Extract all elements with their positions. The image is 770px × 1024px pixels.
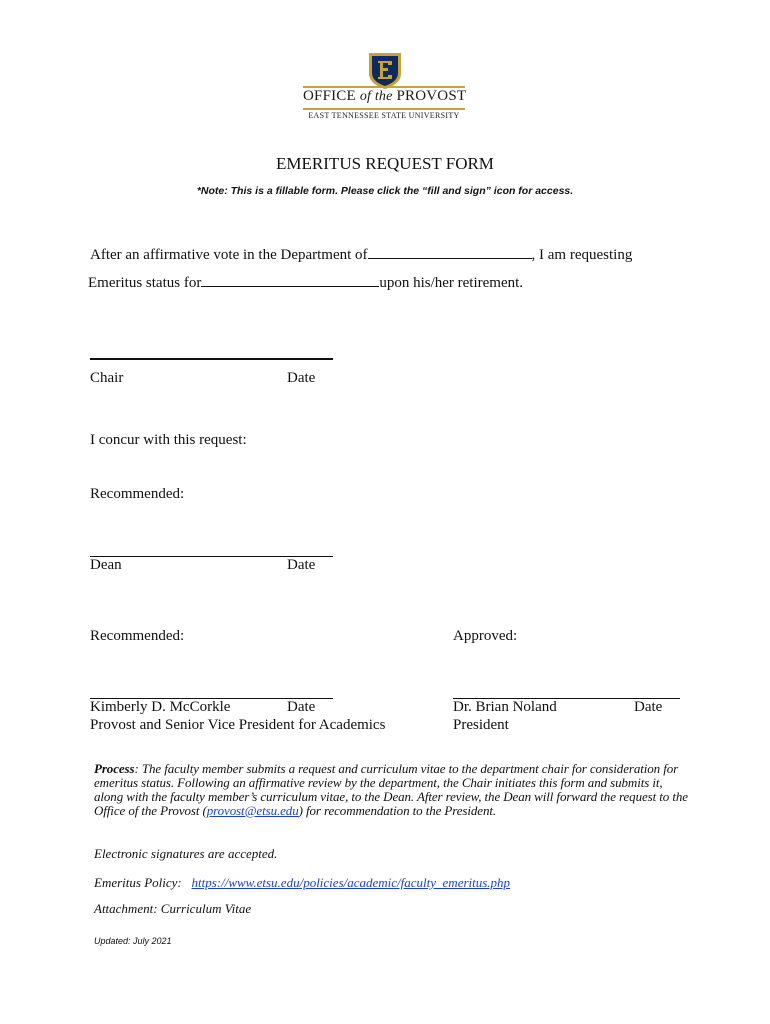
emeritus-sentence: Emeritus status for upon his/her retirement.: [88, 272, 523, 292]
president-date-label: Date: [634, 699, 663, 715]
logo-rule: [303, 108, 465, 110]
dean-date-label: Date: [287, 557, 316, 573]
policy-line: Emeritus Policy: https://www.etsu.edu/policies/academic/faculty_emeritus.php: [94, 875, 511, 890]
form-title: EMERITUS REQUEST FORM: [276, 154, 494, 173]
fillable-note: *Note: This is a fillable form. Please click the “fill and sign” icon for access.: [196, 185, 574, 197]
process-label: Process: [94, 761, 135, 776]
dean-label: Dean: [90, 557, 122, 573]
policy-link[interactable]: https://www.etsu.edu/policies/academic/faculty_emeritus.php: [191, 875, 511, 890]
university-name: EAST TENNESSEE STATE UNIVERSITY: [308, 111, 460, 120]
president-title: President: [453, 717, 509, 733]
provost-name: Kimberly D. McCorkle: [90, 699, 231, 715]
esign-note: Electronic signatures are accepted.: [94, 846, 278, 861]
updated-date: Updated: July 2021: [94, 936, 172, 946]
concur-text: I concur with this request:: [90, 432, 247, 448]
provost-email-link[interactable]: provost@etsu.edu: [206, 803, 299, 818]
department-sentence: After an affirmative vote in the Department of , I am requesting: [90, 244, 632, 264]
etsu-shield-logo: [368, 52, 402, 90]
chair-date-label: Date: [287, 370, 316, 386]
department-field[interactable]: [368, 244, 532, 259]
provost-date-label: Date: [287, 699, 316, 715]
office-of-the-provost-wordmark: OFFICE of the PROVOST: [303, 88, 467, 104]
chair-signature-line[interactable]: [90, 358, 333, 360]
chair-label: Chair: [90, 370, 124, 386]
process-paragraph: Process: The faculty member submits a request and curriculum vitae to the department chair for consideration for emeritus status. Following an affirmative review by the department, the Chair initiates this form and submits it, along with the faculty member’s curriculum vitae, to the Dean. After review, the Dean will forward the request to the Office of the Provost (provost@etsu.edu) for recommendation to the President.: [94, 761, 688, 818]
attachment-note: Attachment: Curriculum Vitae: [94, 901, 252, 916]
president-name: Dr. Brian Noland: [453, 699, 557, 715]
dean-recommended-label: Recommended:: [90, 486, 185, 502]
approved-label: Approved:: [453, 628, 518, 644]
faculty-name-field[interactable]: [201, 272, 379, 287]
provost-title: Provost and Senior Vice President for Academics: [90, 717, 386, 733]
provost-recommended-label: Recommended:: [90, 628, 185, 644]
